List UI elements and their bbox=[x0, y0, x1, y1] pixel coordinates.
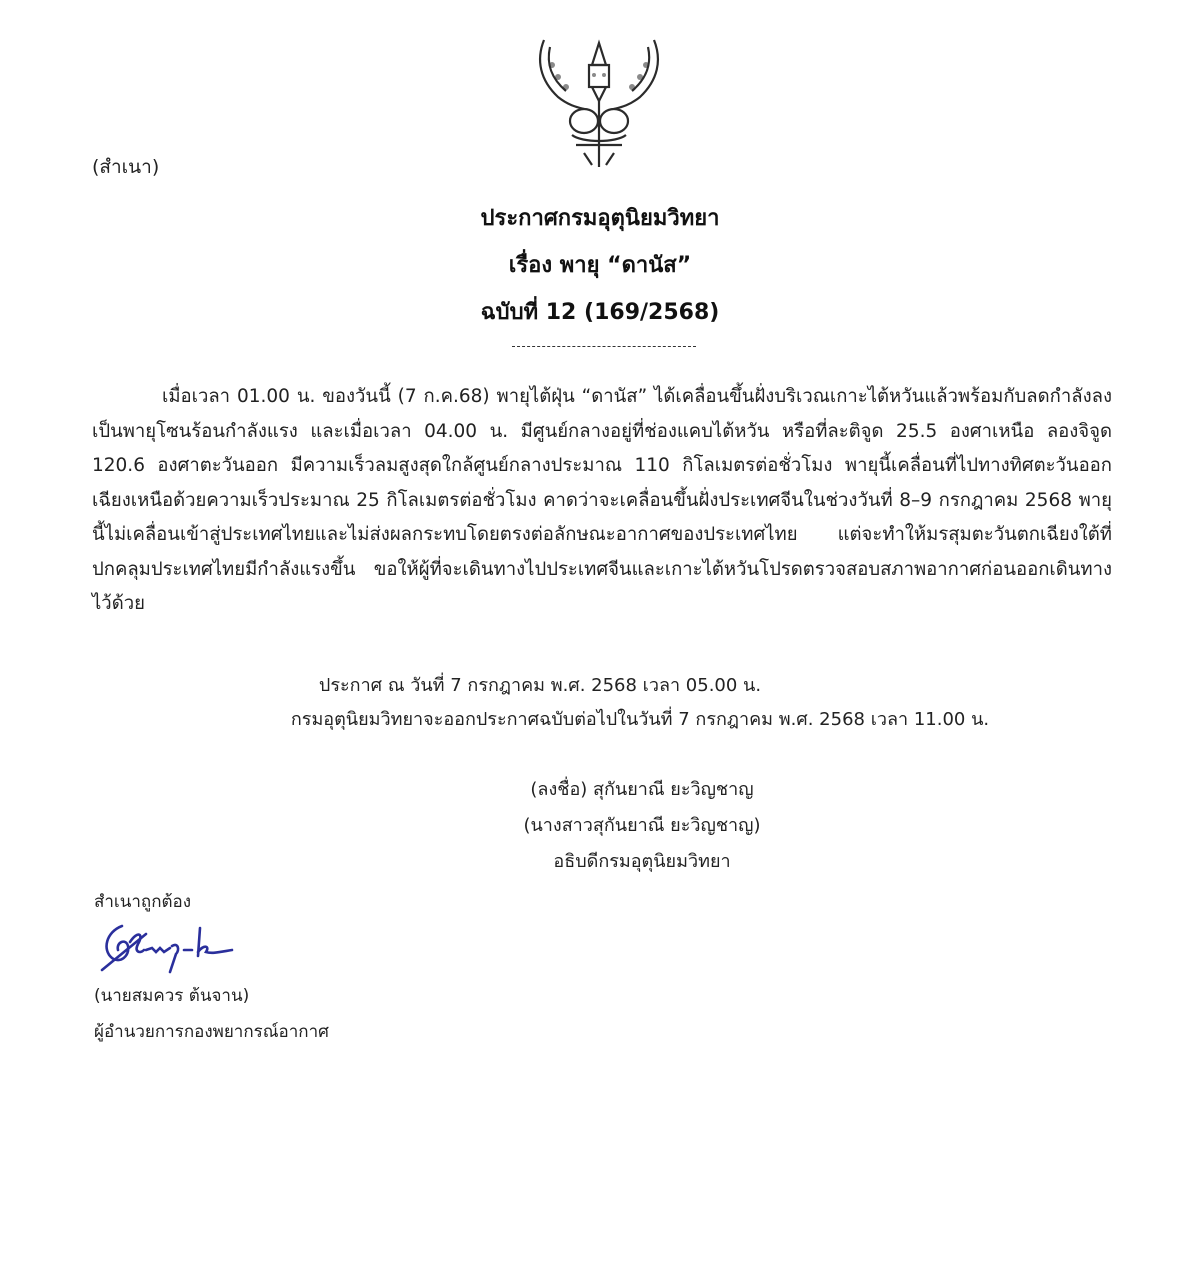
signatory-position: อธิบดีกรมอุตุนิยมวิทยา bbox=[553, 851, 731, 872]
signatory-signed: (ลงชื่อ) สุกันยาณี ยะวิญชาญ bbox=[530, 779, 754, 800]
announcement-body-text: เมื่อเวลา 01.00 น. ของวันนี้ (7 ก.ค.68) พายุไต้ฝุ่น “ดานัส” ได้เคลื่อนขึ้นฝั่งบริเวณเกาะไต้หวันแล้วพร้อมกับลดกำลังลงเป็นพายุโซนร้อนกำลังแรง และเมื่อเวลา 04.00 น. มีศูนย์กลางอยู่ที่ช่องแคบไต้หวัน หรือที่ละติจูด 25.5 องศาเหนือ ลองจิจูด 120.6 องศาตะวันออก มีความเร็วลมสูงสุดใกล้ศูนย์กลางประมาณ 110 กิโลเมตรต่อชั่วโมง พายุนี้เคลื่อนที่ไปทางทิศตะวันออกเฉียงเหนือด้วยความเร็วประมาณ 25 กิโลเมตรต่อชั่วโมง คาดว่าจะเคลื่อนขึ้นฝั่งประเทศจีนในช่วงวันที่ 8–9 กรกฎาคม 2568 พายุนี้ไม่เคลื่อนเข้าสู่ประเทศไทยและไม่ส่งผลกระทบโดยตรงต่อลักษณะอากาศของประเทศไทย แต่จะทำให้มรสุมตะวันตกเฉียงใต้ที่ปกคลุมประเทศไทยมีกำลังแรงขึ้น ขอให้ผู้ที่จะเดินทางไปประเทศจีนและเกาะไต้หวันโปรดตรวจสอบสภาพอากาศก่อนออกเดินทางไว้ด้วย bbox=[92, 386, 1112, 614]
certified-copy-label: สำเนาถูกต้อง bbox=[94, 892, 192, 912]
handwritten-signature-icon bbox=[100, 920, 235, 975]
announcement-body bbox=[92, 380, 1112, 622]
signatory-name: (นางสาวสุกันยาณี ยะวิญชาญ) bbox=[523, 815, 761, 836]
certifier-position: ผู้อำนวยการกองพยากรณ์อากาศ bbox=[94, 1022, 329, 1042]
garuda-emblem-icon bbox=[532, 35, 666, 170]
announced-date: ประกาศ ณ วันที่ 7 กรกฎาคม พ.ศ. 2568 เวลา 05.00 น. bbox=[318, 675, 762, 696]
document-issue-number: ฉบับที่ 12 (169/2568) bbox=[480, 300, 720, 325]
copy-mark: (สำเนา) bbox=[92, 156, 160, 178]
certifier-name: (นายสมควร ต้นจาน) bbox=[94, 986, 250, 1006]
next-issue-note: กรมอุตุนิยมวิทยาจะออกประกาศฉบับต่อไปในวันที่ 7 กรกฎาคม พ.ศ. 2568 เวลา 11.00 น. bbox=[290, 709, 990, 730]
document-subject: เรื่อง พายุ “ดานัส” bbox=[508, 253, 692, 278]
document-title: ประกาศกรมอุตุนิยมวิทยา bbox=[480, 206, 720, 231]
title-divider bbox=[512, 346, 696, 347]
